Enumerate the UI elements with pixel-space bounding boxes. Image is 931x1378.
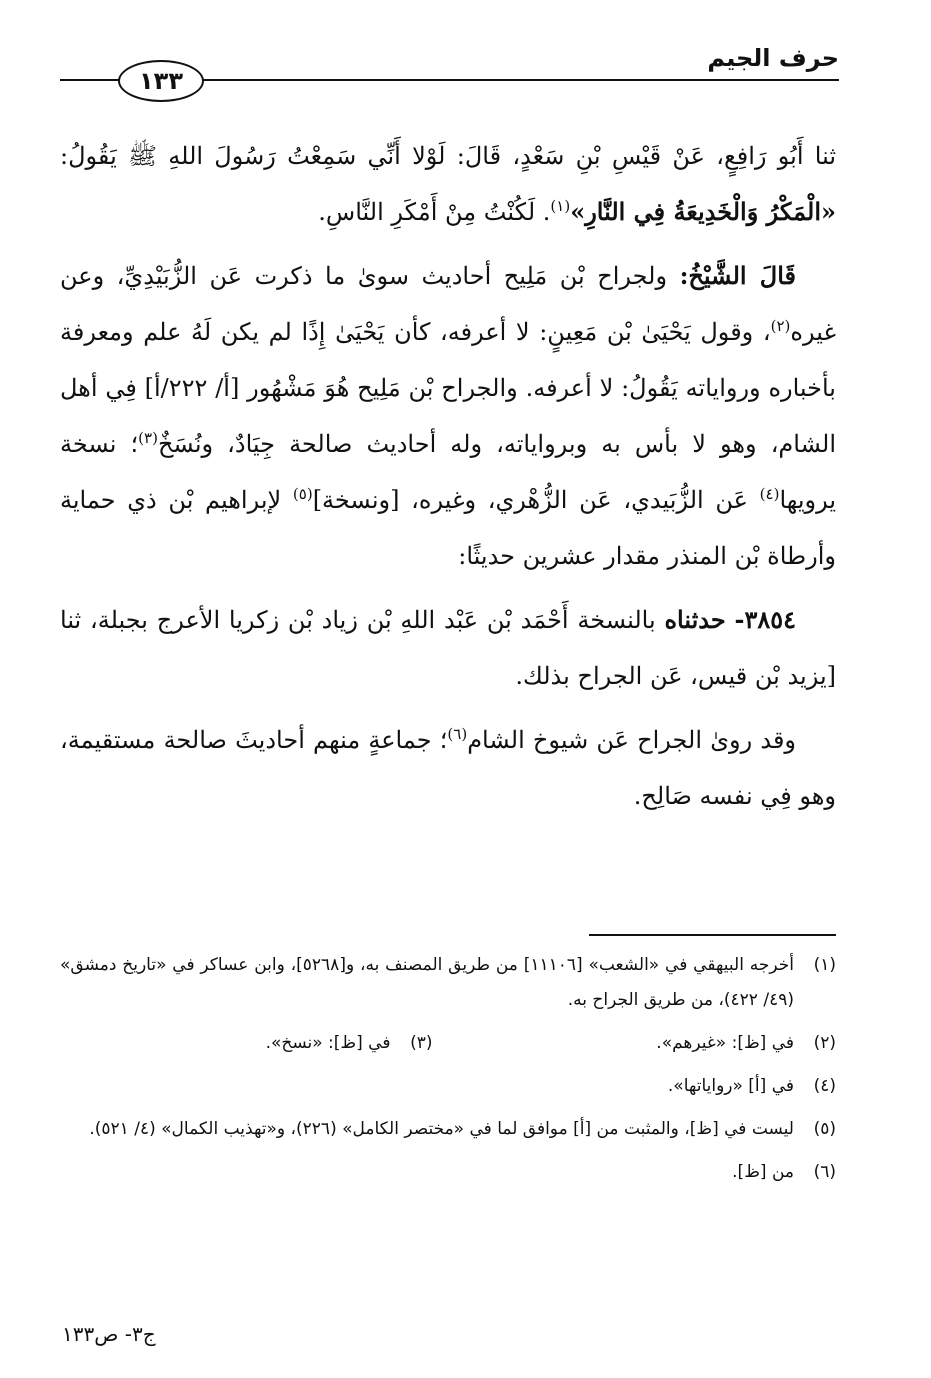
- footnote-text: من [ظ].: [732, 1162, 794, 1182]
- text-run: ، وقول يَحْيَىٰ بْن مَعِينٍ: لا أعرفه، كأن يَحْيَىٰ إِذًا لم يكن لَهُ علم ومعرفة بأخباره ورواياته يَقُولُ: لا أعرفه. والجراح بْن مَلِيح هُوَ مَشْهُور [أ/ ٢٢٢/أ] فِي أهل الشام، وهو لا بأس به وبرواياته، وله أحاديث صالحة جِيَادٌ، ونُسَخٌ: [60, 318, 836, 458]
- footnote-ref-4[interactable]: (٤): [759, 485, 780, 503]
- text-run: وقد روىٰ الجراح عَن شيوخ الشام: [467, 726, 797, 754]
- paragraph-4: [60, 712, 836, 824]
- footnote-ref-6[interactable]: (٦): [447, 725, 468, 743]
- paragraph-1: [60, 128, 836, 240]
- page-number: ١٣٣: [118, 60, 204, 102]
- footnote-number: (٢): [813, 1033, 836, 1053]
- footnote-ref-3[interactable]: (٣): [138, 429, 158, 447]
- text-run: بالنسخة أَحْمَد بْن عَبْد اللهِ بْن زياد بْن زكريا الأعرج بجبلة، ثنا [يزيد بْن قيس، عَن الجراح بذلك.: [60, 606, 836, 690]
- speaker-label: قَالَ الشَّيْخُ:: [679, 261, 797, 290]
- footnote-4: [60, 1069, 836, 1104]
- text-line: ثنا أَبُو رَافِعٍ، عَنْ قَيْسِ بْنِ سَعْدٍ، قَالَ: لَوْلا أَنِّي سَمِعْتُ رَسُولَ اللهِ ﷺ يَقُولُ:: [60, 142, 836, 170]
- text-run: ؛ جماعةٍ منهم أحاديثَ صالحة مستقيمة، وهو فِي نفسه صَالِح.: [60, 726, 836, 810]
- footnote-row-2-3: [60, 1026, 836, 1061]
- footnote-number: (٤): [813, 1076, 836, 1096]
- main-text: [60, 128, 836, 832]
- footnote-number: (٦): [813, 1162, 836, 1182]
- footnote-ref-5[interactable]: (٥): [292, 485, 313, 503]
- footnote-number: (٥): [813, 1119, 836, 1139]
- footnote-ref-1[interactable]: (١): [550, 197, 571, 215]
- text-run: ولجراح بْن مَلِيح أحاديث سوىٰ ما ذكرت عَن الزُّبَيْدِيِّ، وعن غيره: [60, 262, 836, 346]
- footnote-rule: [589, 934, 836, 936]
- narration-label: حدثناه: [664, 605, 726, 634]
- footnote-number: (٣): [410, 1033, 433, 1053]
- footnote-6: [60, 1155, 836, 1190]
- hadith-number: ٣٨٥٤-: [734, 605, 796, 634]
- text-line: . لَكُنْتُ مِنْ أَمْكَرِ النَّاسِ.: [318, 198, 551, 226]
- footnotes: [60, 948, 836, 1198]
- text-run: ؛ نسخة يرويها: [60, 430, 837, 514]
- volume-page-reference: ج٣- ص١٣٣: [62, 1322, 156, 1346]
- footnote-3: [29, 1026, 433, 1061]
- footnote-1: [60, 948, 836, 1018]
- paragraph-2: [60, 248, 836, 584]
- footnote-text: في [أ] «رواياتها».: [667, 1076, 794, 1096]
- hadith-quote: «الْمَكْرُ وَالْخَدِيعَةُ فِي النَّارِ»: [570, 197, 836, 226]
- running-header: حرف الجيم: [707, 44, 839, 72]
- text-run: عَن الزُّبَيدي، عَن الزُّهْري، وغيره، [ونسخة]: [312, 486, 760, 514]
- footnote-text: في [ظ]: «نسخ».: [265, 1033, 391, 1053]
- footnote-2: [432, 1026, 836, 1061]
- paragraph-3: [60, 592, 836, 704]
- footnote-5: [60, 1112, 836, 1147]
- text-run: لإبراهيم بْن ذي حماية وأرطاة بْن المنذر مقدار عشرين حديثًا:: [60, 486, 836, 570]
- footnote-text: في [ظ]: «غيرهم».: [656, 1033, 794, 1053]
- footnote-ref-2[interactable]: (٢): [770, 317, 791, 335]
- footnote-text: ليست في [ظ]، والمثبت من [أ] موافق لما في «مختصر الكامل» (٢٢٦)، و«تهذيب الكمال» (٤/ ٥٢١).: [89, 1119, 794, 1139]
- footnote-number: (١): [813, 955, 836, 975]
- footnote-text: أخرجه البيهقي في «الشعب» [١١١٠٦] من طريق المصنف به، و[٥٢٦٨]، وابن عساكر في «تاريخ دمشق» (٤٩/ ٤٢٢)، من طريق الجراح به.: [60, 955, 794, 1010]
